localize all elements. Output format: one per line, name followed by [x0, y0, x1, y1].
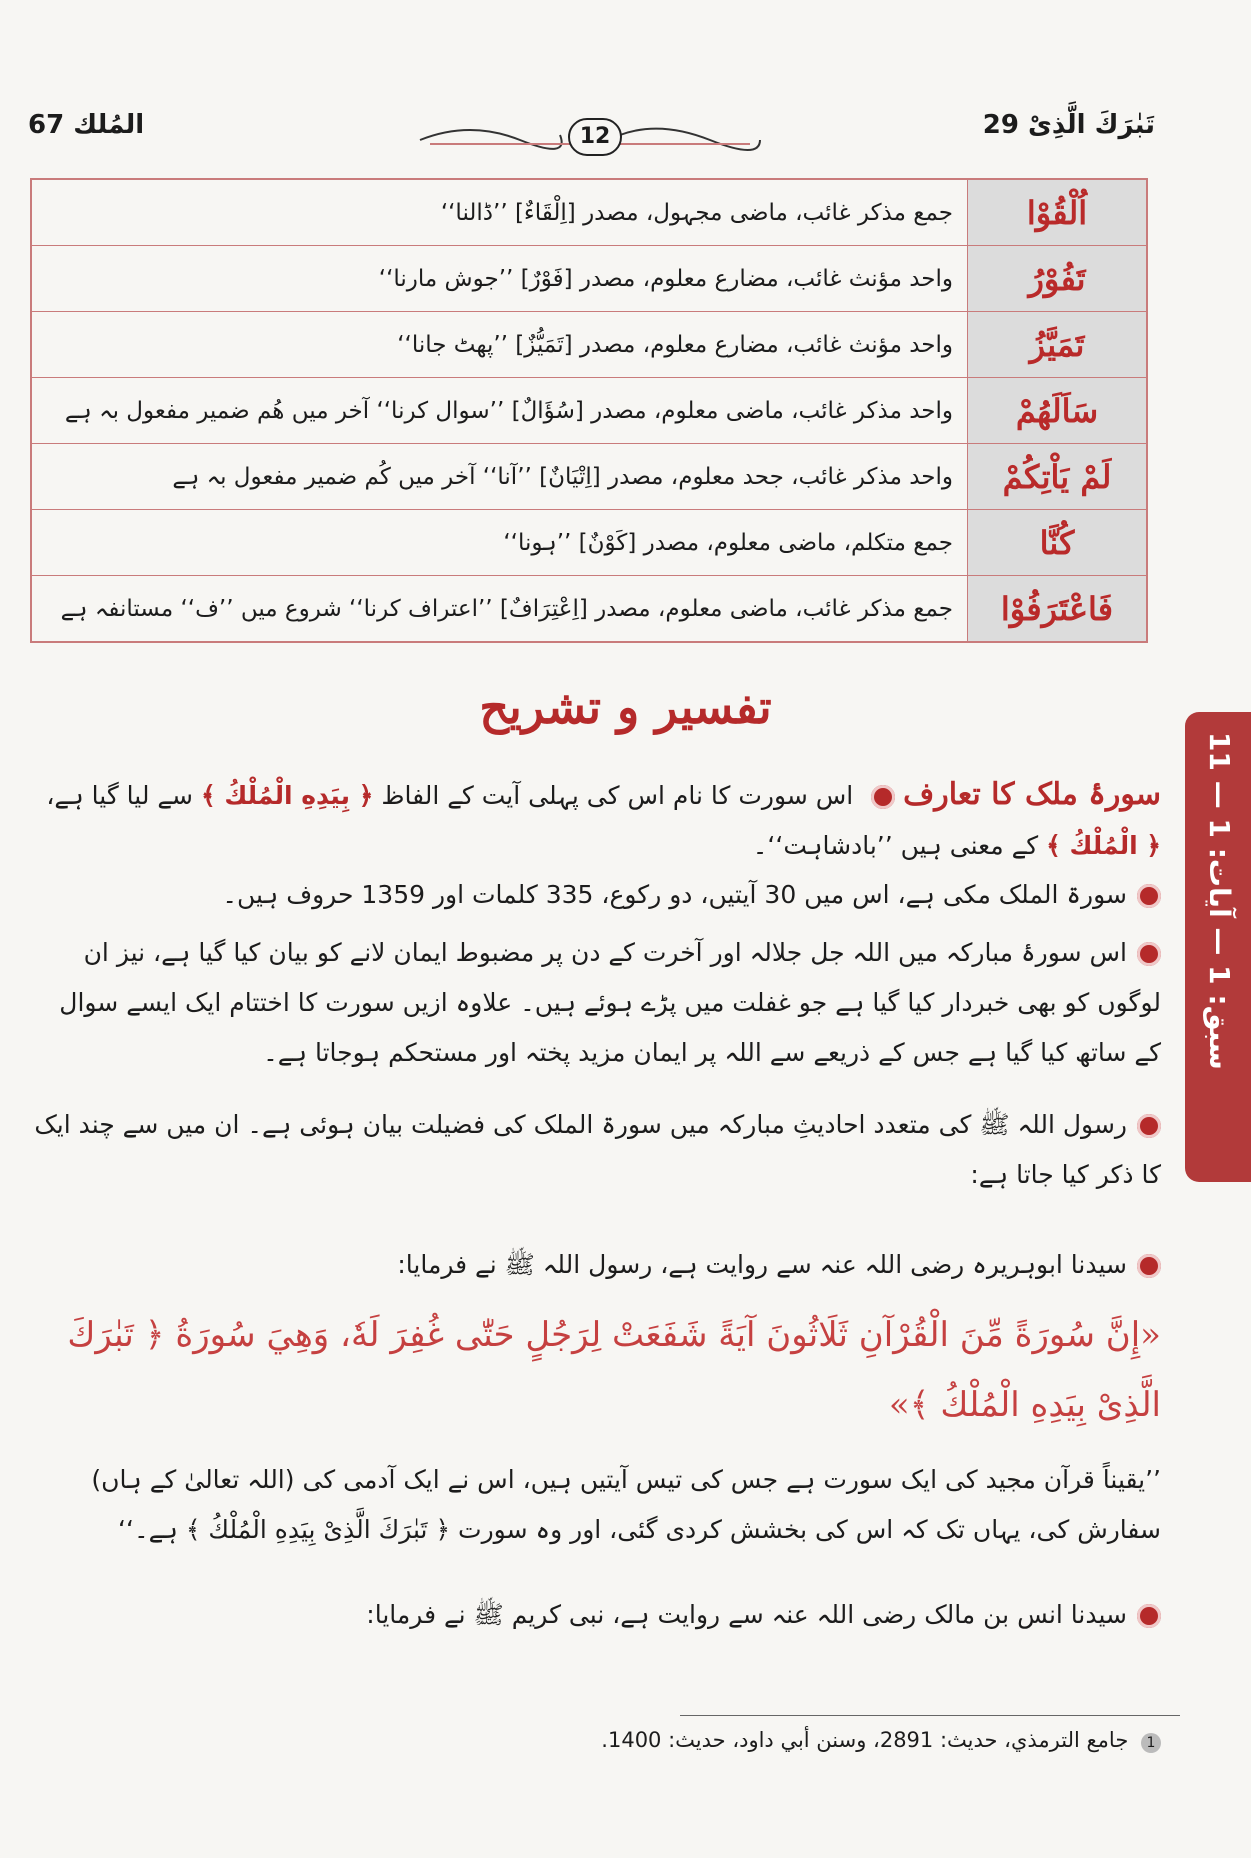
- arabic-hadith: «إِنَّ سُورَةً مِّنَ الْقُرْآنِ ثَلَاثُونَ آيَةً شَفَعَتْ لِرَجُلٍ حَتّٰى غُفِرَ لَهٗ، وَهِيَ سُورَةُ ﴿ تَبٰرَكَ الَّذِیْ بِيَدِهِ الْمُلْكُ ﴾»: [67, 1315, 1161, 1425]
- vocab-word: كُنَّا: [968, 510, 1148, 576]
- flower-bullet-icon: [1137, 1254, 1161, 1278]
- intro-quote-2: ﴿ الْمُلْكُ ﴾: [1046, 831, 1161, 860]
- intro-text-1: اس سورت کا نام اس کی پہلی آیت کے الفاظ: [381, 781, 854, 810]
- footnote-text: جامع الترمذي، حديث: 2891، وسنن أبي داود، حديث: 1400.: [601, 1728, 1129, 1752]
- vocab-meaning: واحد مؤنث غائب، مضارع معلوم، مصدر [تَمَیُّزٌ] ’’پھٹ جانا‘‘: [31, 312, 968, 378]
- vocab-word: فَاعْتَرَفُوْا: [968, 576, 1148, 643]
- translation-text: ’’یقیناً قرآن مجید کی ایک سورت ہے جس کی تیس آیتیں ہیں، اس نے ایک آدمی کی (اللہ تعالیٰ کے ہاں) سفارش کی، یہاں تک کہ اس کی بخشش کردی گئی، اور وہ سورت ﴿ تَبٰرَكَ الَّذِیْ بِيَدِهِ الْمُلْكُ ﴾ ہے۔‘‘: [91, 1465, 1161, 1544]
- footnote-number: 1: [1141, 1733, 1161, 1753]
- vocab-meaning: جمع مذکر غائب، ماضی معلوم، مصدر [اِعْتِرَافٌ] ’’اعتراف کرنا‘‘ شروع میں ’’ف‘‘ مستانفہ ہے: [31, 576, 968, 643]
- table-row: [31, 312, 1147, 378]
- table-row: [31, 246, 1147, 312]
- page-number: 12: [568, 118, 622, 156]
- vocabulary-table: [30, 178, 1148, 643]
- footnote: [26, 1728, 1161, 1753]
- header-juz-name: تَبٰرَكَ الَّذِیْ 29: [982, 110, 1155, 140]
- intro-text-2: سے لیا گیا ہے،: [46, 781, 194, 810]
- paragraph-text: سیدنا ابوہریرہ رضی اللہ عنہ سے روایت ہے، رسول اللہ ﷺ نے فرمایا:: [397, 1250, 1127, 1279]
- lesson-side-tab-label: سبق: 1 — آیات: 1 — 11: [1203, 732, 1236, 1070]
- vocab-word: تَمَیَّزُ: [968, 312, 1148, 378]
- paragraph: [26, 928, 1161, 1078]
- table-row: [31, 444, 1147, 510]
- paragraph: [26, 870, 1161, 920]
- vocab-meaning: واحد مذکر غائب، ماضی معلوم، مصدر [سُؤَالٌ] ’’سوال کرنا‘‘ آخر میں ھُم ضمیر مفعول بہ ہے: [31, 378, 968, 444]
- vocab-meaning: جمع متکلم، ماضی معلوم، مصدر [کَوْنٌ] ’’ہونا‘‘: [31, 510, 968, 576]
- paragraph-text: سیدنا انس بن مالک رضی اللہ عنہ سے روایت ہے، نبی کریم ﷺ نے فرمایا:: [366, 1600, 1127, 1629]
- paragraph: [26, 1590, 1161, 1640]
- header-surah-name: المُلك 67: [28, 110, 145, 140]
- paragraph-text: اس سورۂ مبارکہ میں اللہ جل جلالہ اور آخرت کے دن پر مضبوط ایمان لانے کو بیان کیا گیا ہے، نیز ان لوگوں کو بھی خبردار کیا گیا ہے جو غفلت میں پڑے ہوئے ہیں۔ علاوہ ازیں سورت کا اختتام ایک ایسے سوال کے ساتھ کیا گیا ہے جس کے ذریعے سے اللہ پر ایمان مزید پختہ اور مستحکم ہوجاتا ہے۔: [59, 938, 1161, 1067]
- paragraph: [26, 1240, 1161, 1290]
- table-row: [31, 378, 1147, 444]
- vocab-word: اُلْقُوْا: [968, 179, 1148, 246]
- vocab-word: تَفُوْرُ: [968, 246, 1148, 312]
- table-row: [31, 510, 1147, 576]
- vocab-meaning: واحد مؤنث غائب، مضارع معلوم، مصدر [فَوْرٌ] ’’جوش مارنا‘‘: [31, 246, 968, 312]
- lesson-side-tab: [1185, 712, 1251, 1182]
- vocab-word: لَمْ يَاْتِكُمْ: [968, 444, 1148, 510]
- section-title: تفسیر و تشریح: [479, 680, 772, 734]
- vocab-word: سَاَلَهُمْ: [968, 378, 1148, 444]
- flower-bullet-icon: [1137, 884, 1161, 908]
- flower-bullet-icon: [1137, 1114, 1161, 1138]
- paragraph: [26, 1100, 1161, 1200]
- table-row: [31, 576, 1147, 643]
- table-row: [31, 179, 1147, 246]
- footnote-divider: [680, 1715, 1180, 1716]
- flower-bullet-icon: [871, 785, 895, 809]
- intro-text-3: کے معنی ہیں ’’بادشاہت‘‘۔: [752, 831, 1039, 860]
- flower-bullet-icon: [1137, 942, 1161, 966]
- paragraph-text: رسول اللہ ﷺ کی متعدد احادیثِ مبارکہ میں سورۃ الملک کی فضیلت بیان ہوئی ہے۔ ان میں سے چند ایک کا ذکر کیا جاتا ہے:: [34, 1110, 1161, 1189]
- hadith-translation: [26, 1455, 1161, 1555]
- vocab-meaning: واحد مذکر غائب، جحد معلوم، مصدر [اِتْیَانٌ] ’’آنا‘‘ آخر میں کُم ضمیر مفعول بہ ہے: [31, 444, 968, 510]
- flower-bullet-icon: [1137, 1604, 1161, 1628]
- intro-paragraph: [26, 770, 1161, 871]
- intro-quote: ﴿ بِيَدِهِ الْمُلْكُ ﴾: [200, 781, 374, 810]
- intro-label: سورۂ ملک کا تعارف: [903, 777, 1161, 812]
- vocab-meaning: جمع مذکر غائب، ماضی مجہول، مصدر [اِلْقَاءٌ] ’’ڈالنا‘‘: [31, 179, 968, 246]
- paragraph-text: سورۃ الملک مکی ہے، اس میں 30 آیتیں، دو رکوع، 335 کلمات اور 1359 حروف ہیں۔: [222, 880, 1127, 909]
